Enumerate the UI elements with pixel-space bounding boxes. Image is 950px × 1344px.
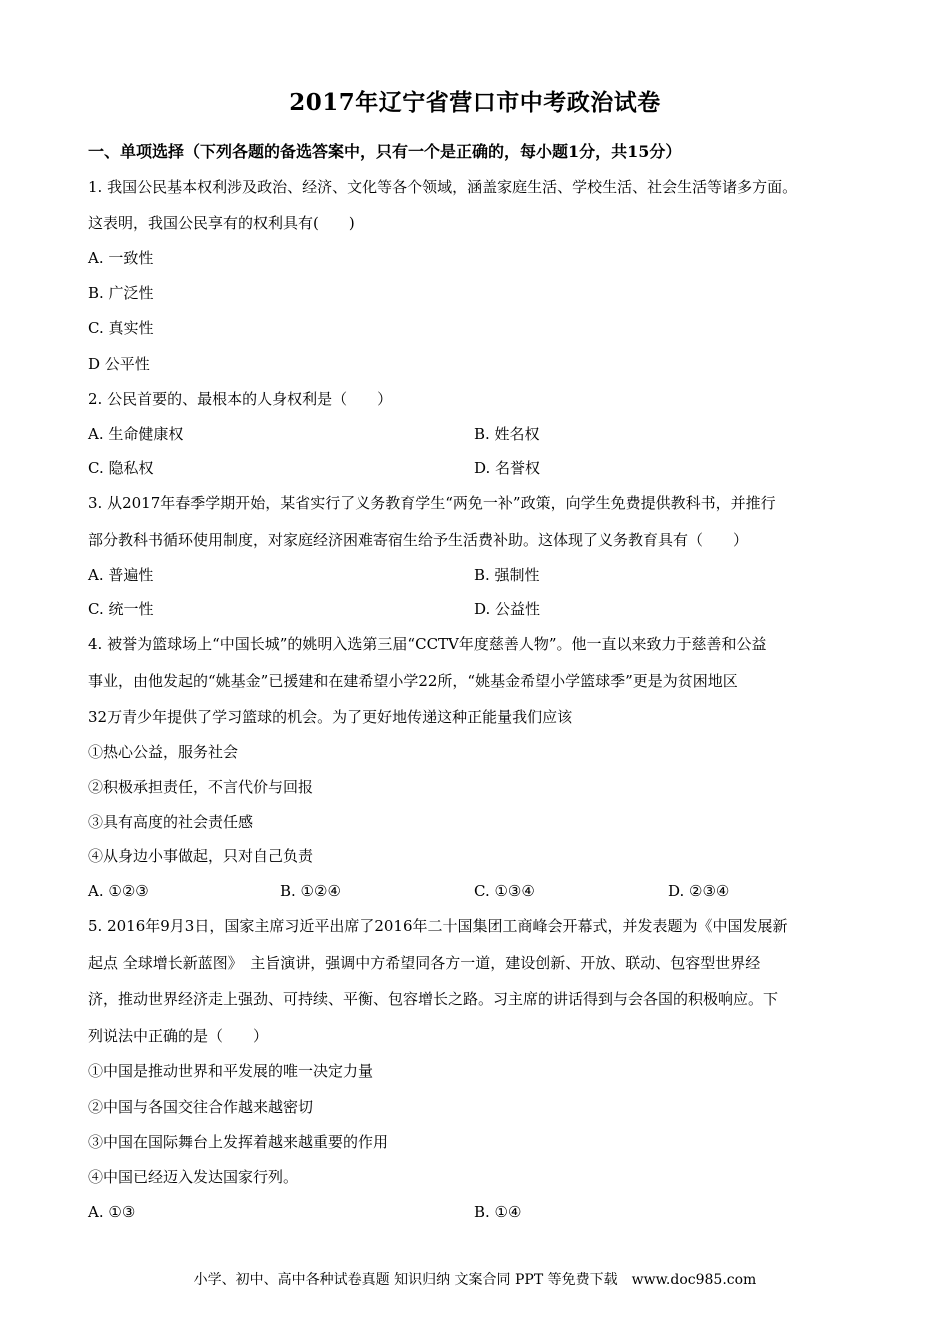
q3-option-d: D. 公益性 (474, 600, 541, 618)
q5-stem-line4: 列说法中正确的是（ ） (88, 1027, 269, 1045)
q4-statement-2: ②积极承担责任，不言代价与回报 (88, 778, 314, 796)
q5-statement-2: ②中国与各国交往合作越来越密切 (88, 1098, 314, 1116)
q3-stem-line2: 部分教科书循环使用制度，对家庭经济困难寄宿生给予生活费补助。这体现了义务教育具有（ ） (88, 531, 749, 549)
q5-statement-1: ①中国是推动世界和平发展的唯一决定力量 (88, 1062, 374, 1080)
q4-option-d: D. ②③④ (668, 882, 730, 900)
q3-option-b: B. 强制性 (474, 566, 540, 584)
page-footer: 小学、初中、高中各种试卷真题 知识归纳 文案合同 PPT 等免费下载 www.doc985.com (193, 1272, 757, 1288)
q2-stem: 2. 公民首要的、最根本的人身权利是（ ） (88, 390, 393, 408)
q5-stem-line2: 起点 全球增长新蓝图》 主旨演讲，强调中方希望同各方一道，建设创新、开放、联动、包容型世界经 (88, 954, 761, 972)
q1-option-b: B. 广泛性 (88, 284, 154, 302)
q1-option-a: A. 一致性 (88, 249, 154, 267)
q4-option-b: B. ①②④ (280, 882, 341, 900)
exam-title: 2017年辽宁省营口市中考政治试卷 (289, 89, 661, 116)
q2-option-d: D. 名誉权 (474, 459, 541, 477)
q4-option-c: C. ①③④ (474, 882, 535, 900)
q2-option-c: C. 隐私权 (88, 459, 154, 477)
q1-option-c: C. 真实性 (88, 319, 154, 337)
q4-stem-line2: 事业，由他发起的“姚基金”已援建和在建希望小学22所，“姚基金希望小学篮球季”更是为贫困地区 (88, 672, 738, 690)
q5-stem-line3: 济，推动世界经济走上强劲、可持续、平衡、包容增长之路。习主席的讲话得到与会各国的积极响应。下 (88, 990, 779, 1008)
q4-option-a: A. ①②③ (88, 882, 149, 900)
q5-option-b: B. ①④ (474, 1203, 522, 1221)
q3-stem-line1: 3. 从2017年春季学期开始，某省实行了义务教育学生“两免一补”政策，向学生免费提供教科书，并推行 (88, 494, 776, 512)
q3-option-a: A. 普遍性 (88, 566, 154, 584)
q4-statement-4: ④从身边小事做起，只对自己负责 (88, 847, 314, 865)
q4-statement-3: ③具有高度的社会责任感 (88, 813, 254, 831)
q1-option-d: D 公平性 (88, 355, 150, 373)
q5-option-a: A. ①③ (88, 1203, 136, 1221)
q2-option-b: B. 姓名权 (474, 425, 540, 443)
q5-stem-line1: 5. 2016年9月3日，国家主席习近平出席了2016年二十国集团工商峰会开幕式，并发表题为《中国发展新 (88, 917, 788, 935)
q1-stem-line2: 这表明，我国公民享有的权利具有( ) (88, 214, 355, 232)
q4-stem-line1: 4. 被誉为篮球场上“中国长城”的姚明入选第三届“CCTV年度慈善人物”。他一直以来致力于慈善和公益 (88, 635, 767, 653)
section-heading: 一、单项选择（下列各题的备选答案中，只有一个是正确的，每小题1分，共15分） (88, 142, 682, 161)
q3-option-c: C. 统一性 (88, 600, 154, 618)
q5-statement-3: ③中国在国际舞台上发挥着越来越重要的作用 (88, 1133, 389, 1151)
q2-option-a: A. 生命健康权 (88, 425, 184, 443)
q4-statement-1: ①热心公益，服务社会 (88, 743, 239, 761)
q4-stem-line3: 32万青少年提供了学习篮球的机会。为了更好地传递这种正能量我们应该 (88, 708, 573, 726)
q1-stem-line1: 1. 我国公民基本权利涉及政治、经济、文化等各个领域，涵盖家庭生活、学校生活、社会生活等诸多方面。 (88, 178, 798, 196)
q5-statement-4: ④中国已经迈入发达国家行列。 (88, 1168, 299, 1186)
